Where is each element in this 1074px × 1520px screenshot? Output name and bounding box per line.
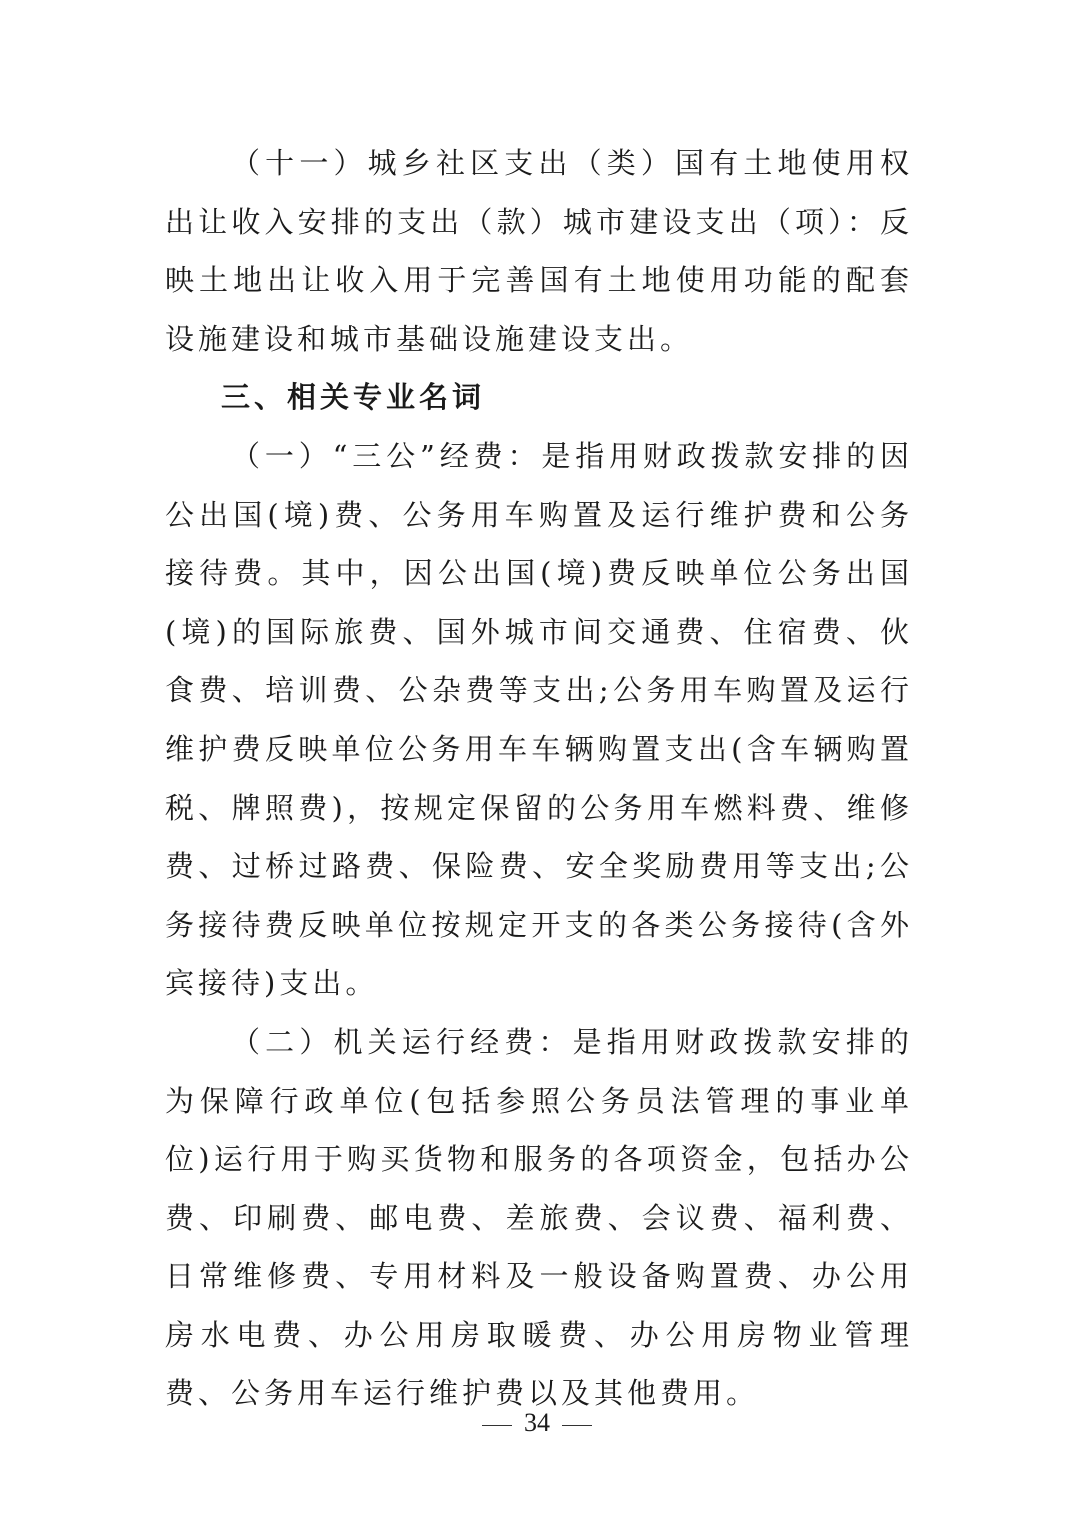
footer-dash-left [482, 1425, 512, 1426]
paragraph-urban-rural-expenditure: （十一）城乡社区支出（类）国有土地使用权出让收入安排的支出（款）城市建设支出（项）：反映土地出让收入用于完善国有土地使用功能的配套设施建设和城市基础设施建设支出。 [165, 146, 913, 356]
footer-dash-right [562, 1425, 592, 1426]
paragraph-agency-operating-expenses: （二）机关运行经费：是指用财政拨款安排的为保障行政单位(包括参照公务员法管理的事业单位)运行用于购买货物和服务的各项资金，包括办公费、印刷费、邮电费、差旅费、会议费、福利费、日常维修费、专用材料及一般设备购置费、办公用房水电费、办公用房取暖费、办公用房物业管理费、公务用车运行维护费以及其他费用。 [165, 1024, 913, 1411]
page-footer [0, 1408, 1074, 1438]
document-body [165, 134, 913, 1423]
paragraph-three-public-expenses: （一）“三公”经费：是指用财政拨款安排的因公出国(境)费、公务用车购置及运行维护费和公务接待费。其中，因公出国(境)费反映单位公务出国(境)的国际旅费、国外城市间交通费、住宿费、伙食费、培训费、公杂费等支出;公务用车购置及运行维护费反映单位公务用车车辆购置支出(含车辆购置税、牌照费)，按规定保留的公务用车燃料费、维修费、过桥过路费、保险费、安全奖励费用等支出;公务接待费反映单位按规定开支的各类公务接待(含外宾接待)支出。 [165, 438, 913, 1001]
section-heading-terminology: 三、相关专业名词 [221, 380, 486, 415]
page-number: 34 [524, 1408, 550, 1437]
